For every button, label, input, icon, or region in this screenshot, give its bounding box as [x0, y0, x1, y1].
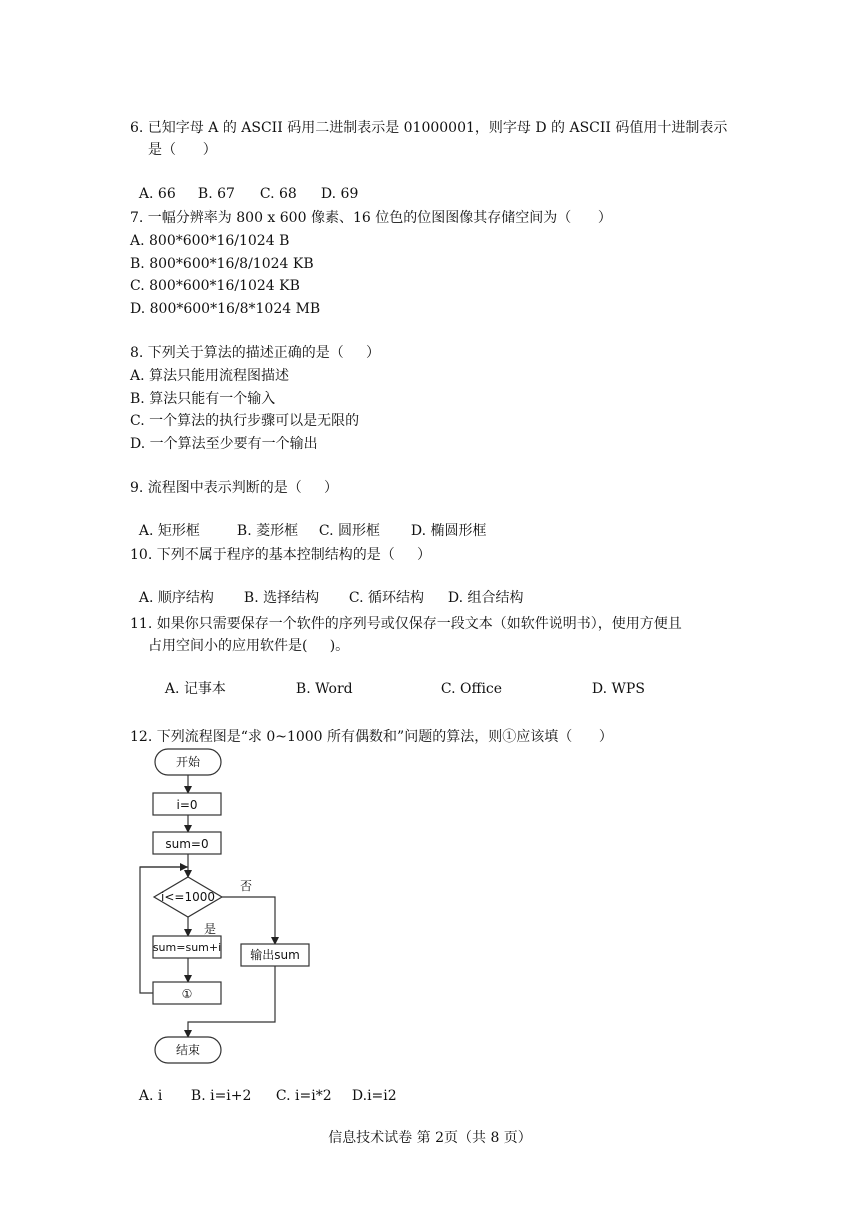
question-11-stem-line2: 占用空间小的应用软件是( )。 [148, 638, 350, 654]
option-a: A. i [138, 1088, 163, 1104]
flowchart-diagram [130, 745, 370, 1070]
question-7-option-d: D. 800*600*16/8*1024 MB [130, 301, 321, 317]
option-c: C. 68 [259, 186, 297, 202]
option-b: B. 菱形框 [236, 523, 299, 539]
option-a: A. 66 [138, 186, 176, 202]
option-d: D. 椭圆形框 [410, 523, 487, 539]
option-a: A. 矩形框 [138, 523, 200, 539]
question-11-stem-line1: 11. 如果你只需要保存一个软件的序列号或仅保存一段文本（如软件说明书），使用方便且 [130, 616, 682, 632]
flowchart-accumulate-label: sum=sum+i [152, 941, 222, 954]
option-c: C. Office [440, 681, 503, 697]
question-12-options [130, 1066, 397, 1106]
question-9-options [130, 501, 487, 541]
question-12-stem: 12. 下列流程图是“求 0~1000 所有偶数和”问题的算法，则①应该填（ ） [130, 729, 613, 745]
flowchart-condition-label: i<=1000 [161, 890, 215, 904]
question-8-option-d: D. 一个算法至少要有一个输出 [130, 436, 318, 452]
option-c: C. i=i*2 [275, 1088, 332, 1104]
question-11-options [156, 659, 645, 699]
question-7-stem: 7. 一幅分辨率为 800 x 600 像素、16 位色的位图图像其存储空间为（ ） [130, 210, 612, 226]
flowchart-no-label: 否 [239, 879, 253, 893]
page-footer: 信息技术试卷 第 2页（共 8 页） [328, 1130, 532, 1146]
option-c: C. 循环结构 [348, 590, 425, 606]
flowchart-end-label: 结束 [175, 1043, 201, 1057]
question-6-options [130, 164, 358, 204]
question-8-option-a: A. 算法只能用流程图描述 [130, 368, 290, 384]
question-8-option-c: C. 一个算法的执行步骤可以是无限的 [130, 413, 360, 429]
option-b: B. 选择结构 [243, 590, 320, 606]
option-a: A. 记事本 [164, 681, 226, 697]
question-7-option-a: A. 800*600*16/1024 B [130, 233, 290, 249]
option-d: D.i=i2 [351, 1088, 397, 1104]
question-8-option-b: B. 算法只能有一个输入 [130, 391, 276, 407]
option-a: A. 顺序结构 [138, 590, 214, 606]
question-9-stem: 9. 流程图中表示判断的是（ ） [130, 480, 339, 496]
flowchart-init-i-label: i=0 [176, 798, 198, 812]
question-7-option-b: B. 800*600*16/8/1024 KB [130, 256, 314, 272]
question-6-stem-line1: 6. 已知字母 A 的 ASCII 码用二进制表示是 01000001，则字母 D 的 ASCII 码值用十进制表示 [130, 120, 728, 136]
question-10-options [130, 568, 524, 608]
option-b: B. 67 [197, 186, 235, 202]
option-d: D. 69 [320, 186, 359, 202]
option-b: B. Word [295, 681, 353, 697]
option-b: B. i=i+2 [190, 1088, 252, 1104]
flowchart-start-label: 开始 [175, 755, 201, 769]
question-7-option-c: C. 800*600*16/1024 KB [130, 278, 300, 294]
option-c: C. 圆形框 [318, 523, 381, 539]
question-6-stem-line2: 是（ ） [148, 142, 217, 158]
flowchart-init-sum-label: sum=0 [165, 837, 209, 851]
question-8-stem: 8. 下列关于算法的描述正确的是（ ） [130, 345, 381, 361]
arrow-no-to-output [222, 897, 275, 944]
flowchart-yes-label: 是 [203, 922, 217, 936]
option-d: D. 组合结构 [447, 590, 524, 606]
option-d: D. WPS [591, 681, 645, 697]
flowchart-blank-step-label: ① [181, 987, 193, 1001]
question-10-stem: 10. 下列不属于程序的基本控制结构的是（ ） [130, 547, 431, 563]
flowchart-output-label: 输出sum [250, 948, 300, 962]
